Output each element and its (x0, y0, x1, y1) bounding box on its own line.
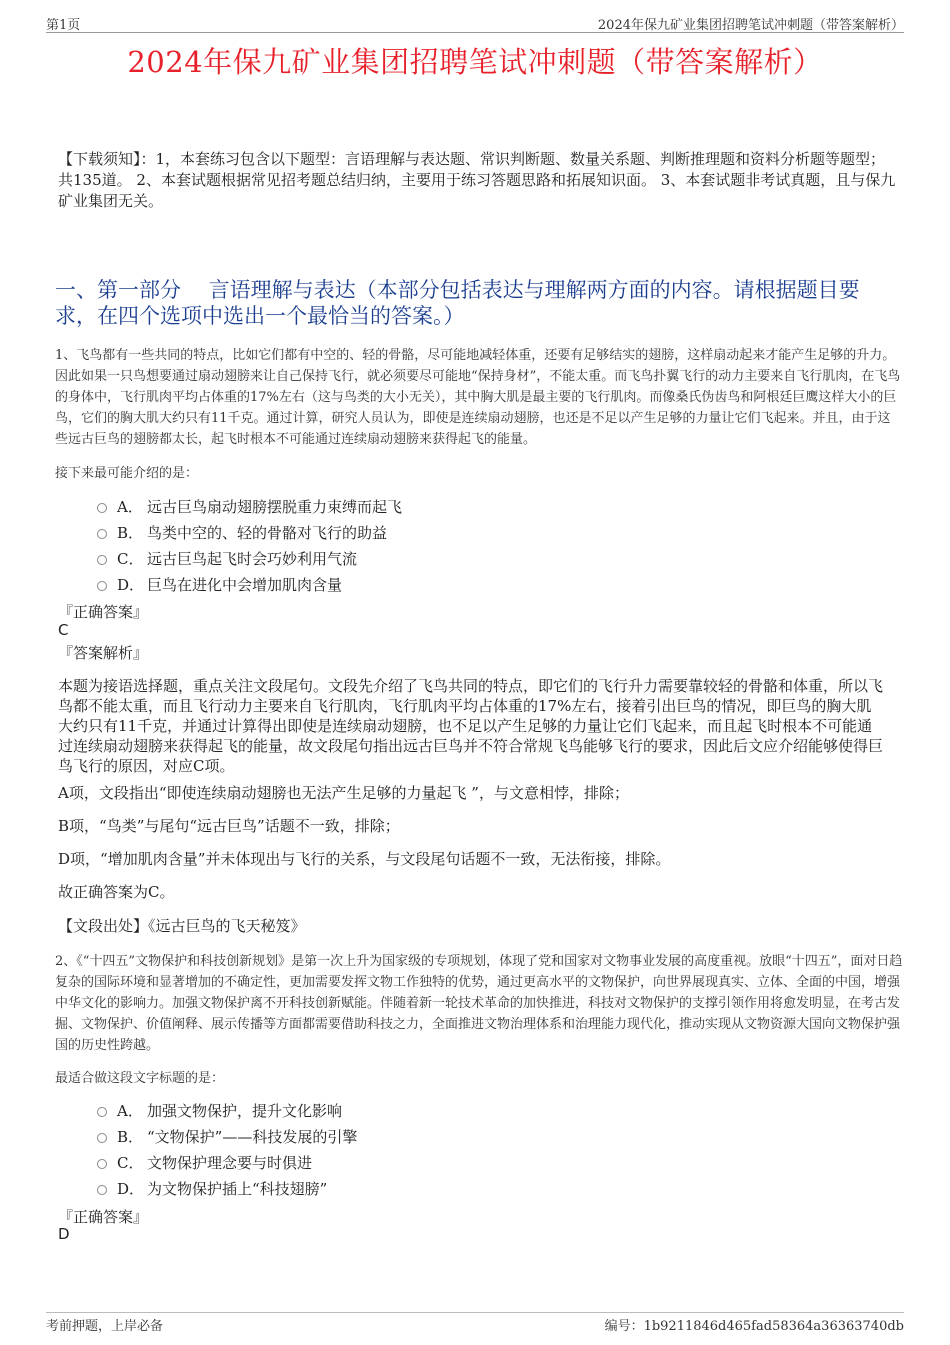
q1-explain-a: A项，文段指出“即使连续扇动翅膀也无法产生足够的力量起飞 ”，与文意相悖，排除； (58, 784, 629, 802)
option-text: 为文物保护插上“科技翅膀” (147, 1179, 328, 1198)
radio-icon[interactable] (97, 581, 107, 591)
q2-answer: D (58, 1225, 70, 1243)
radio-icon[interactable] (97, 1107, 107, 1117)
option-letter: B． (117, 1127, 144, 1146)
header-divider (46, 32, 904, 33)
q2-option-b[interactable] (97, 1125, 357, 1147)
option-text: 巨鸟在进化中会增加肌肉含量 (147, 575, 343, 594)
q2-option-d[interactable] (97, 1177, 327, 1199)
q1-conclusion: 故正确答案为C。 (58, 883, 175, 901)
option-letter: D． (117, 575, 145, 594)
option-letter: C． (117, 1153, 144, 1172)
q1-answer-label: 『正确答案』 (58, 603, 149, 621)
question-2-text: 2、《“十四五”文物保护和科技创新规划》是第一次上升为国家级的专项规划，体现了党和国家对文物事业发展的高度重视。放眼“十四五”，面对日趋复杂的国际环境和显著增加的不确定性，更加需要发挥文物工作独特的优势，通过更高水平的文物保护，向世界展现真实、立体、全面的中国，增强中华文化的影响力。加强文物保护离不开科技创新赋能。伴随着新一轮技术革命的加快推进，科技对文物保护的支撑引领作用将愈发明显，在考古发掘、文物保护、价值阐释、展示传播等方面都需要借助科技之力，全面推进文物治理体系和治理能力现代化，推动实现从文物资源大国向文物保护强国的历史性跨越。 (55, 954, 903, 1053)
option-letter: B． (117, 523, 144, 542)
option-text: 鸟类中空的、轻的骨骼对飞行的助益 (147, 523, 388, 542)
q1-analysis-label: 『答案解析』 (58, 644, 149, 662)
option-letter: A． (117, 1101, 143, 1120)
radio-icon[interactable] (97, 555, 107, 565)
question-1-prompt: 接下来最可能介绍的是： (55, 466, 199, 481)
radio-icon[interactable] (97, 529, 107, 539)
question-1-text: 1、飞鸟都有一些共同的特点，比如它们都有中空的、轻的骨骼，尽可能地减轻体重，还要有足够结实的翅膀，这样扇动起来才能产生足够的升力。因此如果一只鸟想要通过扇动翅膀来让自己保持飞行，就必须要尽可能地“保持身材”，不能太重。而飞鸟扑翼飞行的动力主要来自飞行肌肉，在飞鸟的身体中，飞行肌肉平均占体重的17%左右（这与鸟类的大小无关），其中胸大肌是最主要的飞行肌肉。而像桑氏伪齿鸟和阿根廷巨鹰这样大小的巨鸟，它们的胸大肌大约只有11千克。通过计算，研究人员认为，即使是连续扇动翅膀，也还是不足以产生足够的力量让它们飞起来。并且，由于这些远古巨鸟的翅膀都太长，起飞时根本不可能通过连续扇动翅膀来获得起飞的能量。 (55, 348, 901, 447)
option-letter: C． (117, 549, 144, 568)
option-text: 文物保护理念要与时俱进 (147, 1153, 313, 1172)
q1-option-a[interactable] (97, 495, 402, 517)
page-number: 第1页 (46, 18, 81, 33)
header-doc-title: 2024年保九矿业集团招聘笔试冲刺题（带答案解析） (597, 18, 904, 33)
radio-icon[interactable] (97, 503, 107, 513)
footer-slogan: 考前押题，上岸必备 (46, 1319, 164, 1334)
option-letter: A． (117, 497, 143, 516)
q2-option-c[interactable] (97, 1151, 312, 1173)
footer-code: 编号：1b9211846d465fad58364a36363740db (604, 1319, 904, 1334)
q1-option-b[interactable] (97, 521, 387, 543)
footer-divider (46, 1312, 904, 1313)
download-notice: 【下载须知】：1，本套练习包含以下题型：言语理解与表达题、常识判断题、数量关系题、判断推理题和资料分析题等题型；共135道。 2、本套试题根据常见招考题总结归纳，主要用于练习答题思路和拓展知识面。 3、本套试题非考试真题，且与保九矿业集团无关。 (58, 150, 896, 210)
q1-option-c[interactable] (97, 547, 357, 569)
option-text: 加强文物保护，提升文化影响 (147, 1101, 343, 1120)
q1-source: 【文段出处】《远古巨鸟的飞天秘笈》 (58, 917, 306, 935)
document-title: 2024年保九矿业集团招聘笔试冲刺题（带答案解析） (127, 45, 823, 79)
q1-explain-b: B项，“鸟类”与尾句“远古巨鸟”话题不一致，排除； (58, 817, 400, 835)
q1-option-d[interactable] (97, 573, 342, 595)
question-2-prompt: 最适合做这段文字标题的是： (55, 1071, 225, 1086)
q2-answer-label: 『正确答案』 (58, 1208, 149, 1226)
q1-explain-d: D项，“增加肌肉含量”并未体现出与飞行的关系，与文段尾句话题不一致，无法衔接，排除。 (58, 850, 671, 868)
q1-answer: C (58, 621, 69, 639)
option-text: 远古巨鸟起飞时会巧妙利用气流 (147, 549, 358, 568)
option-text: 远古巨鸟扇动翅膀摆脱重力束缚而起飞 (147, 497, 403, 516)
q2-option-a[interactable] (97, 1099, 342, 1121)
option-text: “文物保护”——科技发展的引擎 (147, 1127, 358, 1146)
radio-icon[interactable] (97, 1159, 107, 1169)
radio-icon[interactable] (97, 1133, 107, 1143)
radio-icon[interactable] (97, 1185, 107, 1195)
q1-analysis-text: 本题为接语选择题，重点关注文段尾句。文段先介绍了飞鸟共同的特点，即它们的飞行升力需要靠较轻的骨骼和体重，所以飞鸟都不能太重，而且飞行动力主要来自飞行肌肉，飞行肌肉平均占体重的17%左右，接着引出巨鸟的情况，即巨鸟的胸大肌大约只有11千克，并通过计算得出即使是连续扇动翅膀，也不足以产生足够的力量让它们飞起来，而且起飞时根本不可能通过连续扇动翅膀来获得起飞的能量，故文段尾句指出远古巨鸟并不符合常规飞鸟能够飞行的要求，因此后文应介绍能够使得巨鸟飞行的原因，对应C项。 (58, 677, 884, 775)
section-heading: 一、第一部分 言语理解与表达（本部分包括表达与理解两方面的内容。请根据题目要求，在四个选项中选出一个最恰当的答案。） (55, 278, 860, 328)
option-letter: D． (117, 1179, 145, 1198)
